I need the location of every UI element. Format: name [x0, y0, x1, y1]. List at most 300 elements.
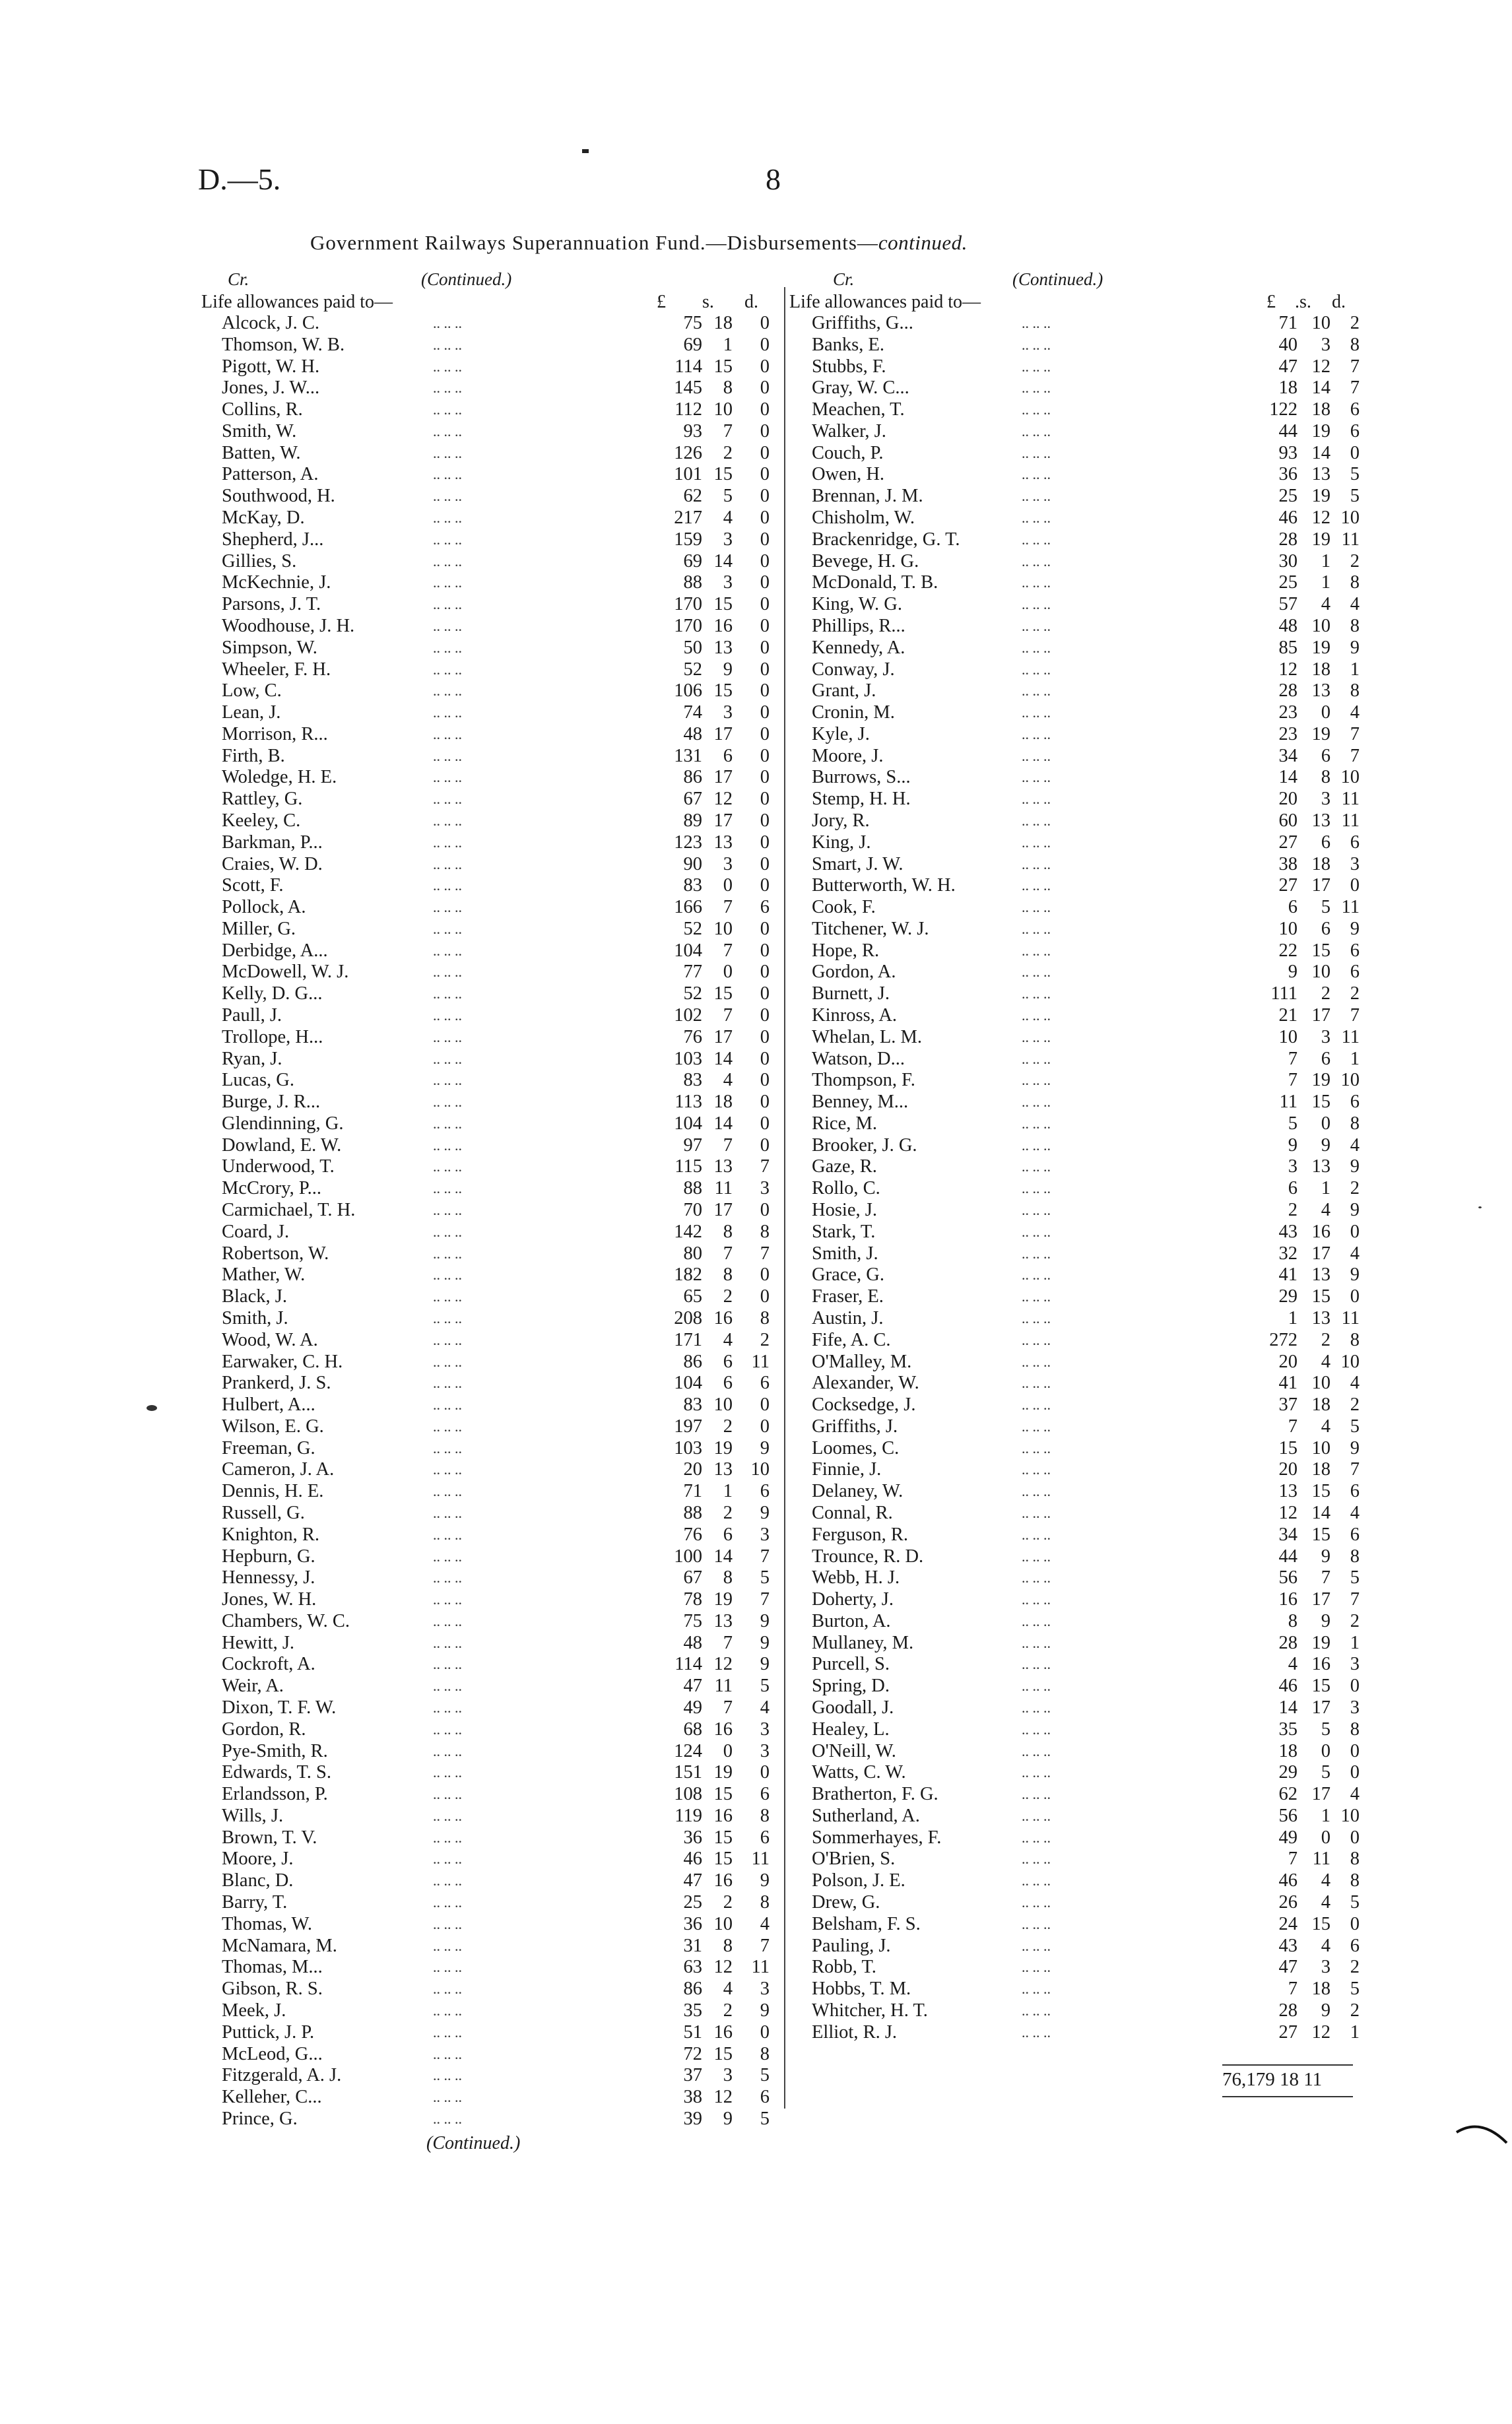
amount-pence: 10 [750, 1459, 770, 1480]
amount-pounds: 23 [1278, 702, 1298, 723]
amount-pence: 0 [760, 832, 770, 853]
amount-shillings: 8 [723, 1935, 733, 1956]
recipient-name: Kennedy, A. [812, 637, 905, 658]
leader-dots: .. .. .. [1022, 617, 1051, 634]
recipient-name: Grant, J. [812, 680, 876, 702]
amount-pounds: 67 [683, 1567, 702, 1589]
amount-pounds: 40 [1278, 334, 1298, 355]
leader-dots: .. .. .. [1022, 2002, 1051, 2019]
recipient-name: Griffiths, G... [812, 313, 913, 333]
allowance-row [812, 2022, 1360, 2044]
ink-speck [1478, 1206, 1482, 1208]
recipient-name: Morrison, R... [222, 723, 328, 744]
page-title [310, 231, 968, 255]
amount-pounds: 34 [1278, 1524, 1298, 1545]
amount-shillings: 10 [1311, 962, 1331, 983]
allowance-row [812, 832, 1360, 854]
amount-shillings: 18 [1311, 1979, 1331, 2000]
allowance-row [222, 1200, 770, 1222]
amount-pence: 0 [760, 464, 770, 485]
leader-dots: .. .. .. [433, 2002, 462, 2019]
amount-pounds: 78 [683, 1589, 702, 1610]
leader-dots: .. .. .. [1022, 509, 1051, 527]
leader-dots: .. .. .. [433, 2023, 462, 2041]
recipient-name: Earwaker, C. H. [222, 1351, 343, 1372]
amount-pence: 0 [760, 789, 770, 810]
recipient-name: Brackenridge, G. T. [812, 529, 960, 550]
amount-shillings: 17 [1311, 1784, 1331, 1805]
recipient-name: Craies, W. D. [222, 853, 323, 874]
allowance-row [812, 399, 1360, 421]
page-number: 8 [766, 162, 781, 196]
amount-shillings: 17 [713, 1200, 733, 1221]
recipient-name: Webb, H. J. [812, 1567, 900, 1589]
amount-pounds: 46 [1278, 1870, 1298, 1891]
recipient-name: Dixon, T. F. W. [222, 1697, 337, 1718]
amount-shillings: 18 [1311, 1394, 1331, 1416]
amount-pence: 5 [1350, 464, 1360, 485]
allowance-row [222, 1135, 770, 1157]
amount-pounds: 50 [683, 637, 702, 658]
amount-shillings: 15 [713, 464, 733, 485]
amount-pence: 0 [760, 615, 770, 636]
recipient-name: O'Neill, W. [812, 1740, 896, 1761]
allowance-row [222, 940, 770, 962]
amount-pence: 9 [760, 1654, 770, 1675]
leader-dots: .. .. .. [1022, 1872, 1051, 1889]
recipient-name: Burton, A. [812, 1610, 891, 1631]
leader-dots: .. .. .. [433, 488, 462, 505]
leader-dots: .. .. .. [433, 1396, 462, 1414]
amount-shillings: 17 [1311, 1697, 1331, 1718]
amount-shillings: 18 [1311, 399, 1331, 420]
allowance-row [222, 1027, 770, 1049]
leader-dots: .. .. .. [1022, 466, 1051, 483]
leader-dots: .. .. .. [1022, 1981, 1051, 1998]
leader-dots: .. .. .. [433, 336, 462, 353]
amount-pounds: 21 [1278, 1005, 1298, 1026]
recipient-name: O'Brien, S. [812, 1849, 896, 1870]
right-pounds-unit: £ [1266, 292, 1276, 312]
leader-dots: .. .. .. [433, 2045, 462, 2062]
allowance-row [222, 1330, 770, 1352]
leader-dots: .. .. .. [1022, 1959, 1051, 1976]
recipient-name: Butterworth, W. H. [812, 875, 956, 896]
amount-pence: 10 [1340, 1351, 1360, 1372]
leader-dots: .. .. .. [433, 2089, 462, 2106]
leader-dots: .. .. .. [433, 401, 462, 418]
amount-pounds: 69 [683, 550, 702, 572]
amount-shillings: 13 [1311, 680, 1331, 702]
amount-pence: 7 [1350, 723, 1360, 744]
leader-dots: .. .. .. [1022, 1223, 1051, 1240]
leader-dots: .. .. .. [433, 899, 462, 916]
recipient-name: Bratherton, F. G. [812, 1784, 938, 1805]
leader-dots: .. .. .. [433, 920, 462, 937]
leader-dots: .. .. .. [1022, 358, 1051, 375]
column-divider [784, 287, 785, 2109]
amount-shillings: 19 [713, 1589, 733, 1610]
amount-pence: 7 [1350, 1589, 1360, 1610]
recipient-name: O'Malley, M. [812, 1351, 912, 1372]
allowance-row [812, 1330, 1360, 1352]
leader-dots: .. .. .. [433, 358, 462, 375]
amount-pence: 7 [760, 1243, 770, 1264]
amount-shillings: 11 [714, 1178, 733, 1199]
recipient-name: Healey, L. [812, 1719, 890, 1740]
amount-pence: 1 [1350, 1632, 1360, 1653]
leader-dots: .. .. .. [1022, 315, 1051, 331]
recipient-name: Blanc, D. [222, 1870, 294, 1891]
amount-shillings: 2 [723, 1892, 733, 1913]
amount-pence: 2 [1350, 1957, 1360, 1978]
amount-pence: 8 [1350, 334, 1360, 355]
total-rule-bottom [1222, 2096, 1353, 2097]
allowance-row [812, 767, 1360, 789]
amount-shillings: 19 [1311, 420, 1331, 442]
allowance-row [812, 746, 1360, 768]
allowance-row [812, 1178, 1360, 1200]
leader-dots: .. .. .. [433, 1418, 462, 1435]
allowance-row [812, 1719, 1360, 1741]
leader-dots: .. .. .. [1022, 531, 1051, 548]
leader-dots: .. .. .. [1022, 1894, 1051, 1911]
amount-pence: 9 [1350, 1156, 1360, 1177]
amount-shillings: 13 [713, 1156, 733, 1177]
recipient-name: Banks, E. [812, 334, 885, 355]
amount-pence: 5 [1350, 1567, 1360, 1589]
recipient-name: Gordon, A. [812, 962, 896, 983]
leader-dots: .. .. .. [433, 1202, 462, 1219]
allowance-row [222, 616, 770, 638]
amount-pounds: 86 [683, 1979, 702, 2000]
amount-shillings: 0 [723, 1740, 733, 1761]
amount-pounds: 6 [1288, 1178, 1298, 1199]
amount-pounds: 77 [683, 962, 702, 983]
amount-shillings: 14 [1311, 377, 1331, 399]
allowance-row [222, 767, 770, 789]
allowance-row [222, 1352, 770, 1373]
leader-dots: .. .. .. [1022, 401, 1051, 418]
allowance-row [222, 2065, 770, 2087]
amount-pounds: 108 [674, 1784, 702, 1805]
amount-pounds: 86 [683, 1351, 702, 1372]
recipient-name: Dennis, H. E. [222, 1481, 324, 1502]
allowance-row [812, 1676, 1360, 1697]
allowance-row [222, 638, 770, 659]
amount-pounds: 41 [1278, 1264, 1298, 1286]
amount-pence: 9 [760, 1870, 770, 1891]
amount-pounds: 88 [683, 1502, 702, 1523]
leader-dots: .. .. .. [1022, 1720, 1051, 1738]
amount-shillings: 10 [1311, 1437, 1331, 1458]
allowance-row [812, 1936, 1360, 1957]
amount-pounds: 4 [1288, 1654, 1298, 1675]
amount-shillings: 18 [1311, 853, 1331, 874]
recipient-name: Alcock, J. C. [222, 313, 320, 333]
allowance-row [222, 443, 770, 465]
recipient-name: Brennan, J. M. [812, 486, 923, 507]
amount-pence: 8 [760, 1307, 770, 1328]
allowance-row [222, 1524, 770, 1546]
leader-dots: .. .. .. [1022, 1829, 1051, 1846]
leader-dots: .. .. .. [433, 1331, 462, 1348]
recipient-name: Barry, T. [222, 1892, 288, 1913]
amount-shillings: 4 [1321, 1416, 1331, 1437]
amount-shillings: 5 [1321, 897, 1331, 918]
amount-pence: 2 [1350, 550, 1360, 572]
allowance-row [222, 1567, 770, 1589]
recipient-name: Rattley, G. [222, 789, 303, 810]
amount-shillings: 12 [713, 1957, 733, 1978]
amount-shillings: 10 [1311, 1373, 1331, 1394]
allowance-row [222, 1957, 770, 1979]
leader-dots: .. .. .. [433, 1548, 462, 1565]
recipient-name: Ferguson, R. [812, 1524, 908, 1545]
leader-dots: .. .. .. [433, 747, 462, 764]
allowance-row [812, 1070, 1360, 1092]
allowance-row [222, 789, 770, 810]
amount-shillings: 15 [1311, 1913, 1331, 1934]
recipient-name: Thompson, F. [812, 1070, 915, 1091]
amount-pence: 8 [1350, 1546, 1360, 1567]
amount-shillings: 6 [1321, 1048, 1331, 1069]
allowance-row [812, 1286, 1360, 1308]
amount-pence: 11 [751, 1351, 770, 1372]
amount-pence: 7 [1350, 1005, 1360, 1026]
allowance-row [812, 486, 1360, 508]
leader-dots: .. .. .. [1022, 379, 1051, 397]
amount-pence: 8 [1350, 615, 1360, 636]
amount-shillings: 15 [1311, 940, 1331, 961]
leader-dots: .. .. .. [1022, 444, 1051, 461]
amount-pounds: 12 [1278, 659, 1298, 680]
amount-pence: 6 [1350, 962, 1360, 983]
allowance-row [812, 1654, 1360, 1676]
recipient-name: Firth, B. [222, 745, 285, 766]
allowance-row [222, 2022, 770, 2044]
allowance-row [812, 1762, 1360, 1784]
amount-shillings: 3 [1321, 789, 1331, 810]
recipient-name: Lucas, G. [222, 1070, 295, 1091]
amount-pounds: 7 [1288, 1416, 1298, 1437]
amount-pounds: 119 [674, 1805, 702, 1826]
recipient-name: King, J. [812, 832, 871, 853]
amount-pence: 11 [1341, 1307, 1360, 1328]
recipient-name: Trollope, H... [222, 1026, 323, 1047]
allowance-row [222, 572, 770, 594]
amount-pounds: 46 [1278, 508, 1298, 529]
amount-pence: 8 [1350, 1849, 1360, 1870]
leader-dots: .. .. .. [433, 855, 462, 872]
allowance-row [812, 1092, 1360, 1113]
leader-dots: .. .. .. [1022, 661, 1051, 678]
amount-shillings: 14 [1311, 442, 1331, 463]
amount-pence: 0 [760, 508, 770, 529]
leader-dots: .. .. .. [1022, 1375, 1051, 1392]
amount-pence: 0 [760, 1092, 770, 1113]
allowance-row [812, 572, 1360, 594]
amount-pounds: 8 [1288, 1610, 1298, 1631]
amount-pounds: 7 [1288, 1070, 1298, 1091]
leader-dots: .. .. .. [1022, 552, 1051, 570]
amount-pence: 2 [1350, 1178, 1360, 1199]
allowance-row [812, 1870, 1360, 1892]
amount-pence: 0 [760, 1200, 770, 1221]
amount-pence: 4 [1350, 1134, 1360, 1156]
amount-pounds: 20 [1278, 1459, 1298, 1480]
recipient-name: Finnie, J. [812, 1459, 882, 1480]
amount-shillings: 0 [723, 875, 733, 896]
amount-shillings: 8 [723, 1221, 733, 1242]
amount-pence: 4 [1350, 594, 1360, 615]
allowance-row [812, 1243, 1360, 1265]
amount-pence: 2 [1350, 1394, 1360, 1416]
right-pence-unit: d. [1332, 292, 1346, 312]
amount-pounds: 166 [674, 897, 702, 918]
amount-shillings: 2 [723, 1416, 733, 1437]
recipient-name: Hobbs, T. M. [812, 1979, 911, 2000]
amount-pence: 0 [760, 1394, 770, 1416]
recipient-name: Pye-Smith, R. [222, 1740, 328, 1761]
amount-pounds: 159 [674, 529, 702, 550]
recipient-name: Phillips, R... [812, 615, 905, 636]
amount-pence: 2 [1350, 983, 1360, 1004]
amount-shillings: 15 [713, 1849, 733, 1870]
recipient-name: Connal, R. [812, 1502, 893, 1523]
amount-shillings: 16 [713, 1870, 733, 1891]
amount-shillings: 1 [1321, 1178, 1331, 1199]
leader-dots: .. .. .. [433, 1786, 462, 1803]
recipient-name: Burnett, J. [812, 983, 890, 1004]
recipient-name: Russell, G. [222, 1502, 305, 1523]
amount-shillings: 15 [1311, 1286, 1331, 1307]
amount-pence: 9 [1350, 1437, 1360, 1458]
amount-pence: 0 [760, 723, 770, 744]
amount-pounds: 57 [1278, 594, 1298, 615]
leader-dots: .. .. .. [433, 1136, 462, 1154]
leader-dots: .. .. .. [433, 1245, 462, 1262]
amount-pounds: 88 [683, 572, 702, 593]
amount-pence: 6 [1350, 832, 1360, 853]
leader-dots: .. .. .. [433, 1180, 462, 1197]
leader-dots: .. .. .. [433, 2110, 462, 2127]
leader-dots: .. .. .. [1022, 942, 1051, 959]
amount-pounds: 25 [1278, 572, 1298, 593]
amount-pounds: 23 [1278, 723, 1298, 744]
amount-shillings: 5 [1321, 1762, 1331, 1783]
allowance-row [222, 1070, 770, 1092]
amount-shillings: 6 [1321, 918, 1331, 939]
recipient-name: Griffiths, J. [812, 1416, 898, 1437]
amount-shillings: 2 [723, 2000, 733, 2021]
leader-dots: .. .. .. [1022, 985, 1051, 1002]
amount-shillings: 15 [713, 983, 733, 1004]
amount-shillings: 6 [1321, 832, 1331, 853]
amount-pounds: 76 [683, 1524, 702, 1545]
amount-pounds: 48 [1278, 615, 1298, 636]
leader-dots: .. .. .. [433, 1072, 462, 1089]
recipient-name: Dowland, E. W. [222, 1134, 342, 1156]
recipient-name: Simpson, W. [222, 637, 317, 658]
amount-pounds: 71 [1278, 313, 1298, 333]
amount-shillings: 12 [713, 1654, 733, 1675]
leader-dots: .. .. .. [1022, 1656, 1051, 1673]
allowance-row [222, 832, 770, 854]
allowance-row [222, 486, 770, 508]
recipient-name: Belsham, F. S. [812, 1913, 921, 1934]
amount-pounds: 93 [1278, 442, 1298, 463]
recipient-name: Kyle, J. [812, 723, 870, 744]
amount-shillings: 15 [713, 594, 733, 615]
left-cr-label: Cr. [228, 269, 249, 289]
amount-shillings: 4 [1321, 1935, 1331, 1956]
amount-shillings: 16 [1311, 1221, 1331, 1242]
leader-dots: .. .. .. [433, 1158, 462, 1175]
amount-shillings: 7 [723, 1243, 733, 1264]
recipient-name: Hope, R. [812, 940, 880, 961]
amount-pence: 3 [760, 1524, 770, 1545]
amount-pounds: 182 [674, 1264, 702, 1286]
leader-dots: .. .. .. [1022, 855, 1051, 872]
amount-pence: 8 [1350, 572, 1360, 593]
amount-pounds: 62 [1278, 1784, 1298, 1805]
amount-pounds: 6 [1288, 897, 1298, 918]
leader-dots: .. .. .. [433, 942, 462, 959]
amount-pence: 0 [760, 1070, 770, 1091]
recipient-name: Gibson, R. S. [222, 1979, 323, 2000]
allowance-row [222, 1156, 770, 1178]
amount-pence: 11 [751, 1957, 770, 1978]
amount-pounds: 145 [674, 377, 702, 399]
leader-dots: .. .. .. [433, 1720, 462, 1738]
allowance-row [812, 1416, 1360, 1438]
leader-dots: .. .. .. [1022, 1504, 1051, 1521]
leader-dots: .. .. .. [1022, 1678, 1051, 1695]
recipient-name: Sutherland, A. [812, 1805, 920, 1826]
leader-dots: .. .. .. [433, 552, 462, 570]
amount-pence: 5 [1350, 1892, 1360, 1913]
allowance-row [812, 1113, 1360, 1135]
right-allowance-list [812, 313, 1360, 2044]
recipient-name: Woodhouse, J. H. [222, 615, 355, 636]
amount-pence: 8 [1350, 1719, 1360, 1740]
recipient-name: Cronin, M. [812, 702, 895, 723]
recipient-name: Shepherd, J... [222, 529, 324, 550]
recipient-name: Conway, J. [812, 659, 895, 680]
allowance-row [222, 1762, 770, 1784]
leader-dots: .. .. .. [433, 1094, 462, 1111]
recipient-name: Kelleher, C... [222, 2087, 322, 2108]
amount-pence: 9 [760, 1502, 770, 1523]
margin-swoosh [1455, 2120, 1508, 2160]
amount-pence: 3 [1350, 1654, 1360, 1675]
amount-shillings: 4 [1321, 1351, 1331, 1372]
leader-dots: .. .. .. [1022, 1180, 1051, 1197]
amount-shillings: 19 [1311, 723, 1331, 744]
amount-shillings: 17 [1311, 1005, 1331, 1026]
amount-pence: 0 [760, 356, 770, 377]
amount-pounds: 62 [683, 486, 702, 507]
amount-shillings: 9 [1321, 1610, 1331, 1631]
allowance-row [812, 1611, 1360, 1633]
allowance-row [222, 1416, 770, 1438]
amount-pounds: 104 [674, 1373, 702, 1394]
amount-pence: 2 [760, 1329, 770, 1350]
amount-pounds: 47 [683, 1870, 702, 1891]
allowance-row [222, 1503, 770, 1524]
amount-pence: 11 [1341, 529, 1360, 550]
